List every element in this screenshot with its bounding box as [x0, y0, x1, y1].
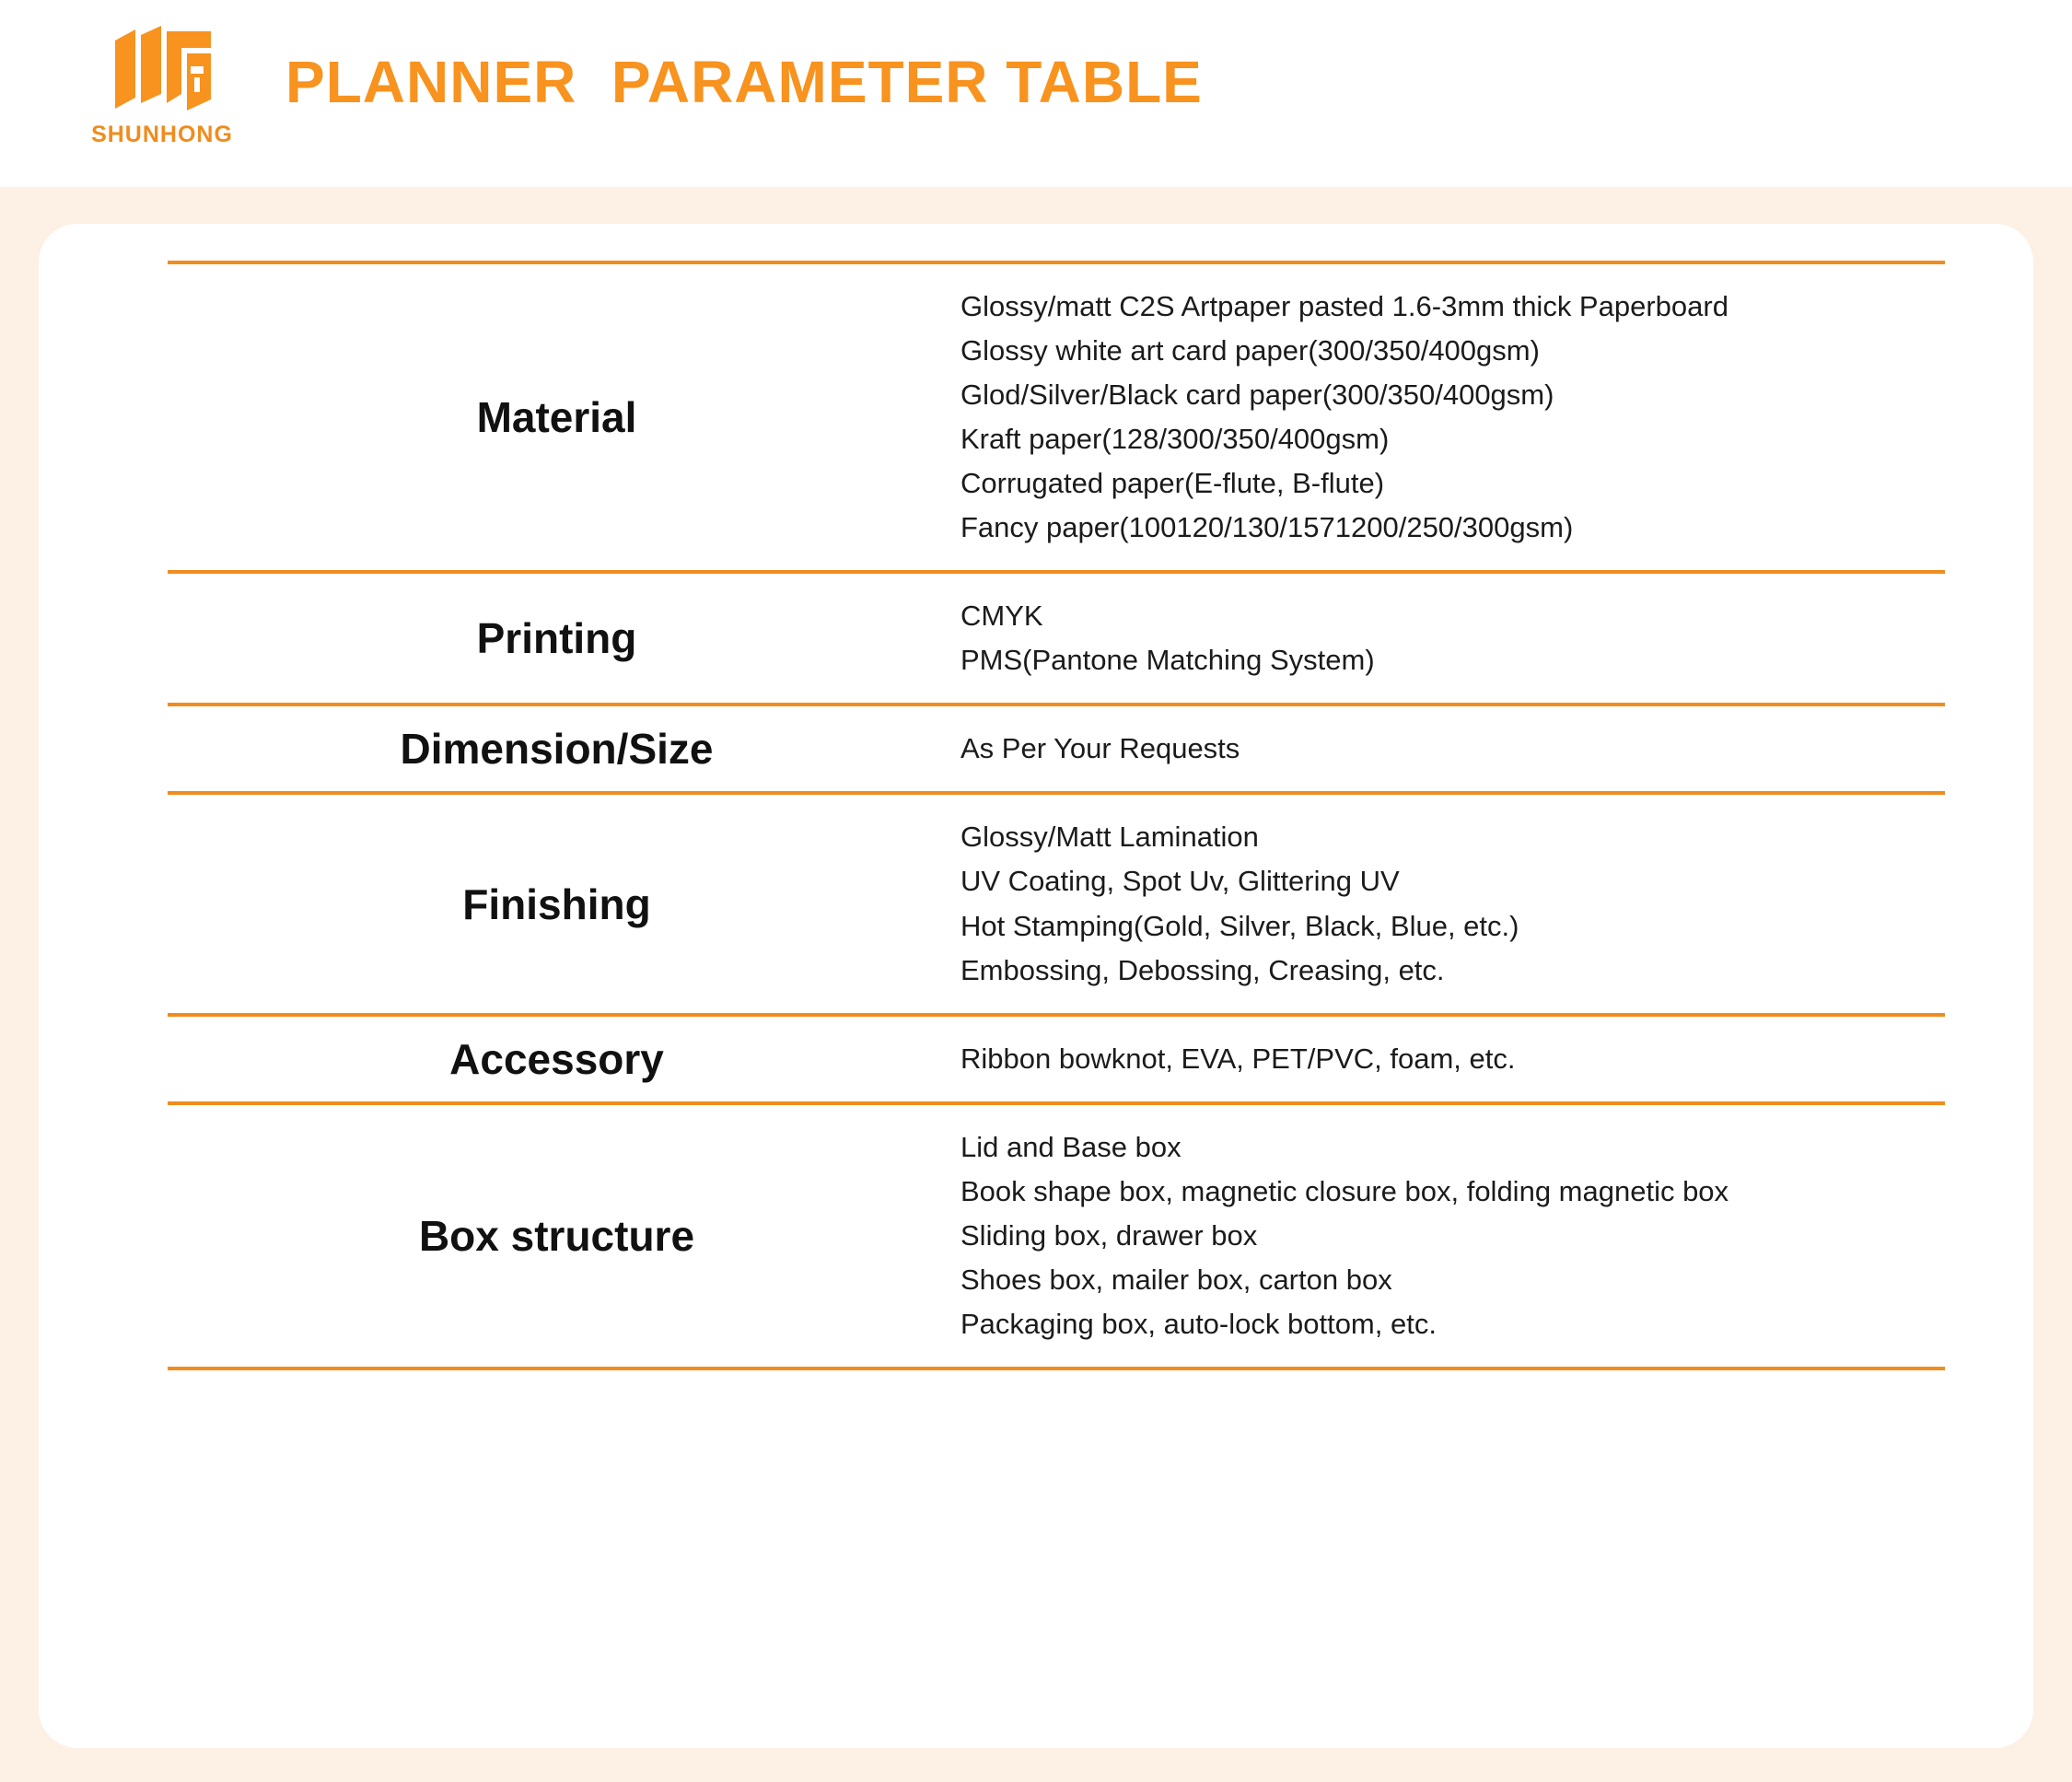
- shunhong-box-logo-icon: [108, 26, 216, 118]
- row-label-cell: [168, 795, 946, 1012]
- value-line: CMYK: [960, 600, 1043, 633]
- row-label-cell: [168, 706, 946, 791]
- row-label: Finishing: [462, 879, 651, 928]
- value-line: Kraft paper(128/300/350/400gsm): [960, 423, 1390, 456]
- table-row: [168, 703, 1945, 791]
- table-row: [168, 791, 1945, 1012]
- value-line: As Per Your Requests: [960, 732, 1240, 765]
- row-label-cell: [168, 264, 946, 570]
- row-label-cell: [168, 1017, 946, 1101]
- value-line: UV Coating, Spot Uv, Glittering UV: [960, 865, 1400, 898]
- value-line: Lid and Base box: [960, 1130, 1182, 1163]
- value-line: Embossing, Debossing, Creasing, etc.: [960, 953, 1445, 986]
- row-label: Accessory: [449, 1034, 664, 1083]
- value-line: Glossy/Matt Lamination: [960, 821, 1259, 854]
- value-line: Book shape box, magnetic closure box, folding magnetic box: [960, 1174, 1729, 1207]
- value-line: Packaging box, auto-lock bottom, etc.: [960, 1307, 1437, 1340]
- value-line: Corrugated paper(E-flute, B-flute): [960, 467, 1385, 500]
- value-line: Glod/Silver/Black card paper(300/350/400gsm): [960, 379, 1554, 412]
- row-label: Dimension/Size: [400, 725, 714, 774]
- table-row: [168, 1013, 1945, 1101]
- value-line: Glossy white art card paper(300/350/400gsm): [960, 334, 1540, 367]
- value-line: Glossy/matt C2S Artpaper pasted 1.6-3mm thick Paperboard: [960, 290, 1729, 322]
- page-header: [0, 0, 2072, 187]
- row-value-cell: [946, 795, 1945, 1012]
- row-label: Box structure: [418, 1211, 695, 1260]
- row-label: Printing: [476, 614, 637, 663]
- parameter-card: [39, 224, 2033, 1748]
- value-line: Hot Stamping(Gold, Silver, Black, Blue, etc.): [960, 909, 1519, 942]
- row-value-cell: [946, 706, 1945, 791]
- value-line: Fancy paper(100120/130/1571200/250/300gsm): [960, 511, 1574, 544]
- row-label-cell: [168, 574, 946, 703]
- value-line: PMS(Pantone Matching System): [960, 644, 1375, 677]
- table-row: [168, 1101, 1945, 1370]
- row-value-cell: [946, 264, 1945, 570]
- table-row: [168, 570, 1945, 703]
- value-line: Sliding box, drawer box: [960, 1218, 1258, 1252]
- brand-name: SHUNHONG: [91, 122, 233, 147]
- row-value-cell: [946, 1105, 1945, 1367]
- parameter-table: [168, 261, 1945, 1370]
- row-label: Material: [476, 393, 637, 442]
- row-value-cell: [946, 574, 1945, 703]
- value-line: Shoes box, mailer box, carton box: [960, 1263, 1392, 1296]
- value-line: Ribbon bowknot, EVA, PET/PVC, foam, etc.: [960, 1042, 1516, 1075]
- row-label-cell: [168, 1105, 946, 1367]
- page-title: PLANNER PARAMETER TABLE: [285, 49, 1203, 115]
- row-value-cell: [946, 1017, 1945, 1101]
- brand-logo: [79, 26, 245, 164]
- table-row: [168, 261, 1945, 570]
